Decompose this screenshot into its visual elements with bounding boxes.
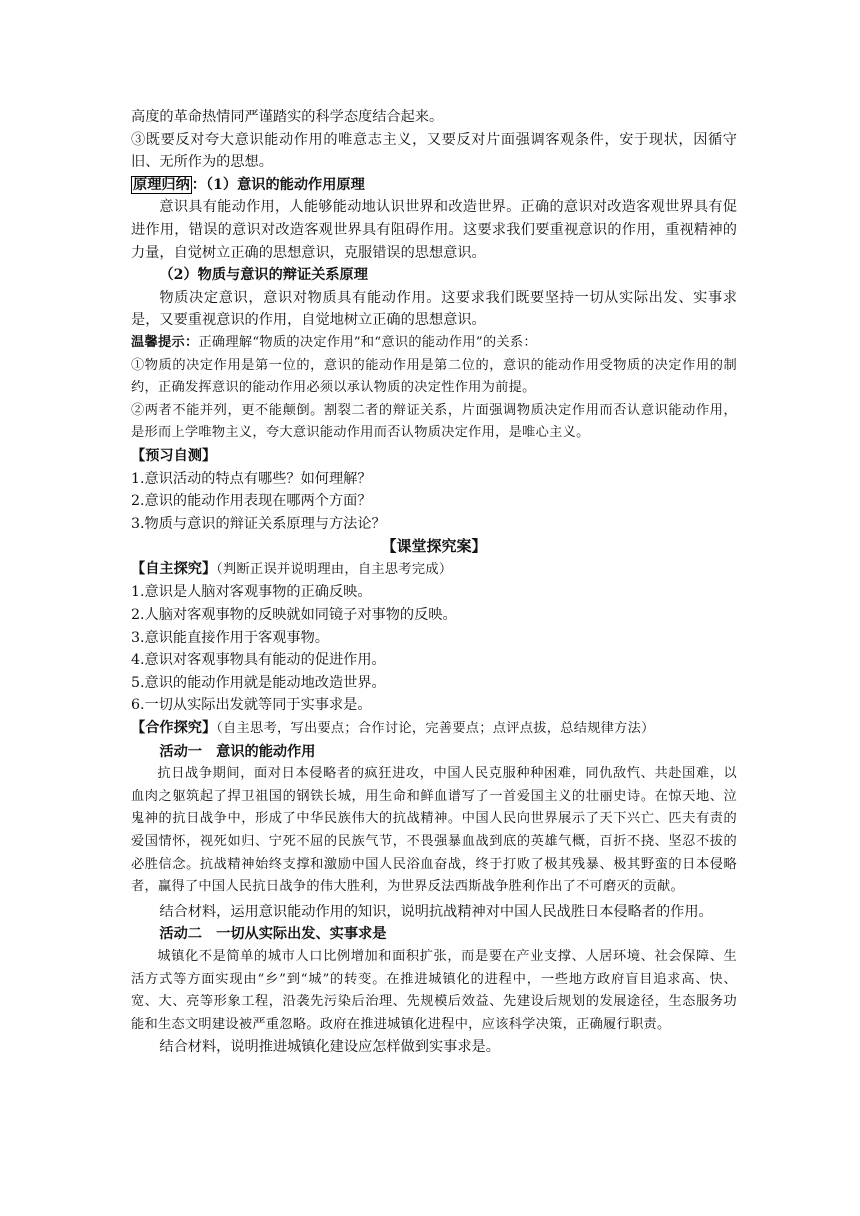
- text-line: 高度的革命热情同严谨踏实的科学态度结合起来。: [131, 109, 444, 125]
- preview-question-1: 1.意识活动的特点有哪些？如何理解？: [131, 470, 372, 487]
- principle-paragraph-1: 意识具有能动作用，人能够能动地认识世界和改造世界。正确的意识对改造客观世界具有促进作用，错误的意识对改造客观世界具有阻碍作用。这要求我们要重视意识的作用，重视精神的力量，自觉树立正确的思想意识，克服错误的思想意识。: [131, 199, 737, 261]
- tip-section: [131, 332, 737, 445]
- statement-3: 3.意识能直接作用于客观事物。: [131, 629, 329, 646]
- preview-question-3: 3.物质与意识的辩证关系原理与方法论？: [131, 515, 386, 532]
- self-explore-note: （判断正误并说明理由，自主思考完成）: [216, 561, 453, 577]
- activity-2-material: 城镇化不是简单的城市人口比例增加和面积扩张，而是要在产业支撑、人居环境、社会保障、生活方式等方面实现由“乡”到“城”的转变。在推进城镇化的进程中，一些地方政府盲目追求高、快、宽、大、亮等形象工程，沿袭先污染后治理、先规模后效益、先建设后规划的发展途径，生态服务功能和生态文明建设被严重忽略。政府在推进城镇化进程中，应该科学决策，正确履行职责。: [131, 948, 737, 1032]
- tip-item-1: ①物质的决定作用是第一位的，意识的能动作用是第二位的，意识的能动作用受物质的决定作用的制约，正确发挥意识的能动作用必须以承认物质的决定性作用为前提。: [131, 357, 737, 396]
- principle-heading-2: （2）物质与意识的辩证关系原理: [159, 267, 368, 284]
- tip-item-2: ②两者不能并列，更不能颠倒。割裂二者的辩证关系，片面强调物质决定作用而否认意识能动作用，是形而上学唯物主义，夸大意识能动作用而否认物质决定作用，是唯心主义。: [131, 402, 737, 441]
- classroom-title: 【课堂探究案】: [381, 537, 487, 556]
- statement-1: 1.意识是人脑对客观事物的正确反映。: [131, 584, 372, 601]
- tip-text: 正确理解“物质的决定作用”和“意识的能动作用”的关系：: [198, 334, 537, 350]
- statement-2: 2.人脑对客观事物的反映就如同镜子对事物的反映。: [131, 607, 457, 624]
- preview-question-2: 2.意识的能动作用表现在哪两个方面？: [131, 493, 372, 510]
- preview-heading: 【预习自测】: [131, 447, 217, 464]
- text-paragraph: ③既要反对夸大意识能动作用的唯意志主义，又要反对片面强调客观条件，安于现状，因循守旧、无所作为的思想。: [131, 131, 737, 171]
- principle-tag: 原理归纳: [133, 176, 190, 193]
- coop-explore-heading: 【合作探究】: [131, 720, 217, 737]
- activity-1-question: 结合材料，运用意识能动作用的知识，说明抗战精神对中国人民战胜日本侵略者的作用。: [159, 903, 713, 920]
- tip-label: 温馨提示：: [131, 334, 199, 350]
- statement-4: 4.意识对客观事物具有能动的促进作用。: [131, 652, 386, 669]
- principle-paragraph-2: 物质决定意识，意识对物质具有能动作用。这要求我们既要坚持一切从实际出发、实事求是，又要重视意识的作用，自觉地树立正确的思想意识。: [131, 289, 737, 329]
- activity-2-title: 活动二 一切从实际出发、实事求是: [159, 926, 387, 943]
- activity-1-title: 活动一 意识的能动作用: [159, 743, 316, 760]
- principle-heading-1: 原理归纳 ：（1）意识的能动作用原理: [133, 176, 365, 193]
- activity-2-question: 结合材料，说明推进城镇化建设应怎样做到实事求是。: [159, 1039, 500, 1056]
- document-page: [131, 106, 737, 1059]
- statement-6: 6.一切从实际出发就等同于实事求是。: [131, 697, 372, 714]
- statement-5: 5.意识的能动作用就是能动地改造世界。: [131, 674, 386, 691]
- self-explore-heading: 【自主探究】: [131, 560, 217, 577]
- coop-explore-note: （自主思考，写出要点；合作讨论，完善要点；点评点拔，总结规律方法）: [216, 721, 655, 737]
- principle-title-1: （1）意识的能动作用原理: [205, 176, 365, 193]
- activity-1-material: 抗日战争期间，面对日本侵略者的疯狂进攻，中国人民克服种种困难，同仇敌忾、共赴国难，以血肉之躯筑起了捍卫祖国的钢铁长城，用生命和鲜血谱写了一首爱国主义的壮丽史诗。在惊天地、泣鬼神的抗日战争中，形成了中华民族伟大的抗战精神。中国人民向世界展示了天下兴亡、匹夫有责的爱国情怀，视死如归、宁死不屈的民族气节，不畏强暴血战到底的英雄气概，百折不挠、坚忍不拔的必胜信念。抗战精神始终支撑和激励中国人民浴血奋战，终于打败了极其残暴、极其野蛮的日本侵略者，赢得了中国人民抗日战争的伟大胜利，为世界反法西斯战争胜利作出了不可磨灭的贡献。: [131, 766, 737, 895]
